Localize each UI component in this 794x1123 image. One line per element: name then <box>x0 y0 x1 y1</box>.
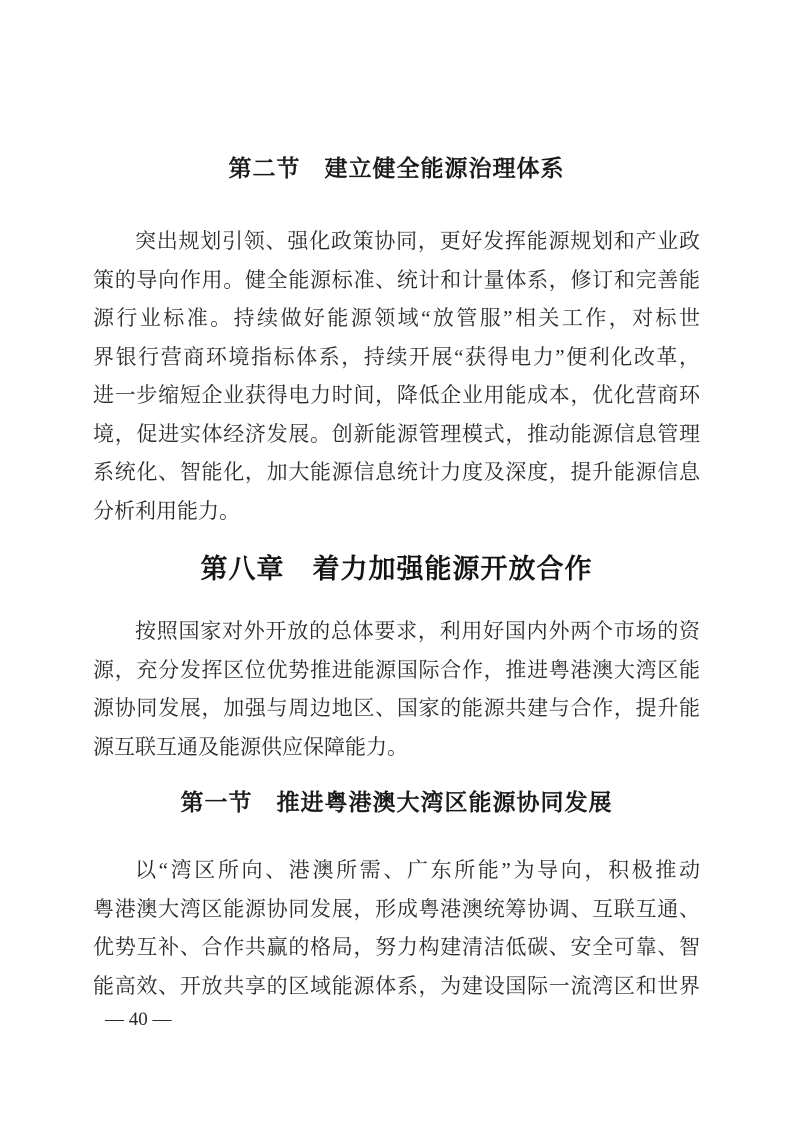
paragraph-opening-cooperation <box>93 612 700 766</box>
text-line: 以“湾区所向、港澳所需、广东所能”为导向，积极推动 <box>135 858 700 882</box>
text-line: 分析利用能力。 <box>93 498 240 523</box>
page-number: — 40 — <box>105 1009 172 1030</box>
paragraph-energy-governance <box>93 222 700 530</box>
text-line: 能高效、开放共享的区域能源体系，为建设国际一流湾区和世界 <box>93 973 700 998</box>
text-line: 源互联互通及能源供应保障能力。 <box>93 734 408 759</box>
text-line: 进一步缩短企业获得电力时间，降低企业用能成本，优化营商环 <box>93 383 700 407</box>
text-line: 按照国家对外开放的总体要求，利用好国内外两个市场的资 <box>135 619 700 643</box>
text-line: 境，促进实体经济发展。创新能源管理模式，推动能源信息管理 <box>93 421 700 446</box>
text-line: 界银行营商环境指标体系，持续开展“获得电力”便利化改革， <box>93 344 700 369</box>
text-line: 源协同发展，加强与周边地区、国家的能源共建与合作，提升能 <box>93 696 700 720</box>
text-line: 优势互补、合作共赢的格局，努力构建清洁低碳、安全可靠、智 <box>93 935 700 959</box>
section-heading-energy-governance: 第二节 建立健全能源治理体系 <box>228 155 565 181</box>
text-line: 突出规划引领、强化政策协同，更好发挥能源规划和产业政 <box>135 229 700 253</box>
text-line: 源行业标准。持续做好能源领域“放管服”相关工作，对标世 <box>93 306 700 330</box>
text-line: 粤港澳大湾区能源协同发展，形成粤港澳统筹协调、互联互通、 <box>93 896 700 921</box>
text-line: 源，充分发挥区位优势推进能源国际合作，推进粤港澳大湾区能 <box>93 657 700 682</box>
text-line: 策的导向作用。健全能源标准、统计和计量体系，修订和完善能 <box>93 267 700 292</box>
text-line: 系统化、智能化，加大能源信息统计力度及深度，提升能源信息 <box>93 460 700 484</box>
chapter-heading-energy-opening-cooperation: 第八章 着力加强能源开放合作 <box>200 554 593 584</box>
paragraph-greater-bay-area <box>93 851 700 1005</box>
section-heading-greater-bay-area: 第一节 推进粤港澳大湾区能源协同发展 <box>180 789 613 815</box>
